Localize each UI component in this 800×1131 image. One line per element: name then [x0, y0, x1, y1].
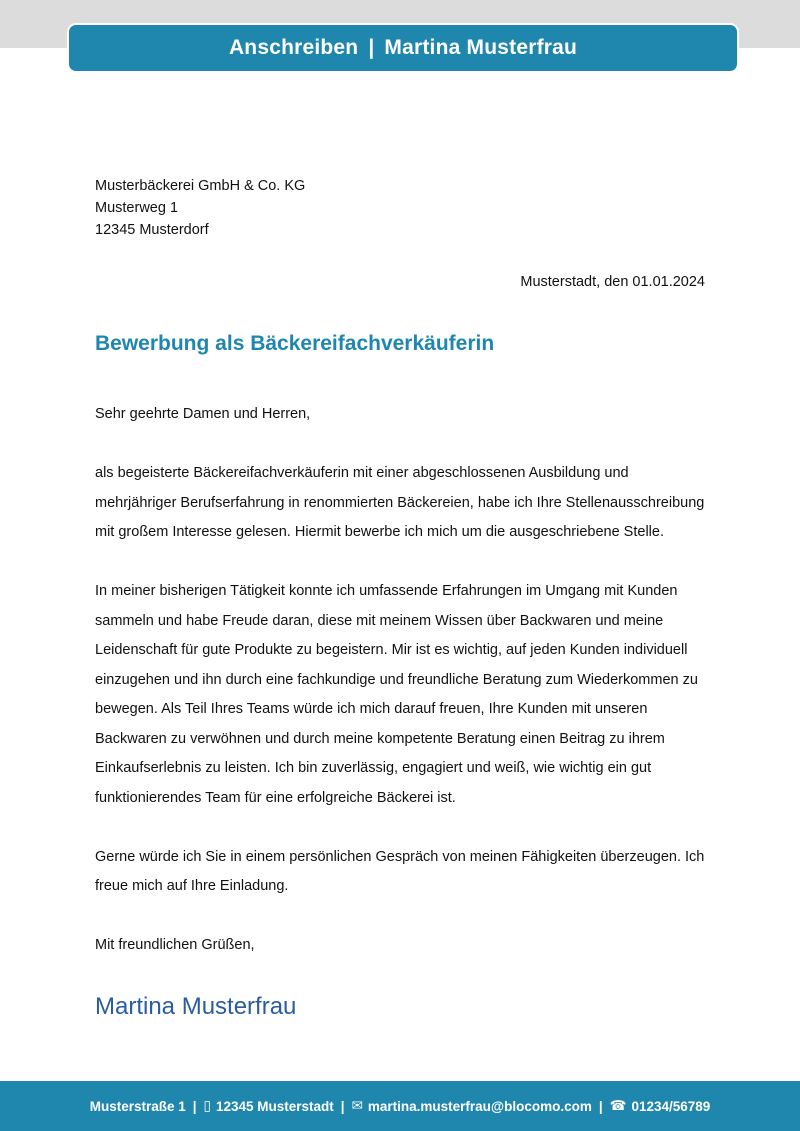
header-name: Martina Musterfrau [384, 36, 578, 59]
date-line: Musterstadt, den 01.01.2024 [520, 274, 705, 290]
envelope-icon: ✉ [351, 1098, 363, 1113]
footer-email[interactable]: martina.musterfrau@blocomo.com [367, 1098, 592, 1114]
footer-separator: | [598, 1098, 603, 1114]
footer-phone[interactable]: 01234/56789 [631, 1098, 711, 1114]
closing: Mit freundlichen Grüßen, [95, 937, 255, 953]
header-separator: | [368, 36, 375, 59]
footer-bar [0, 1081, 800, 1131]
header-doc-type: Anschreiben [228, 36, 359, 59]
footer-separator: | [192, 1098, 197, 1114]
signature: Martina Musterfrau [95, 993, 297, 1020]
paragraph-2: In meiner bisherigen Tätigkeit konnte ich umfassende Erfahrungen im Umgang mit Kunden sammeln und habe Freude daran, diese mit meinem Wissen über Backwaren und meine Leidenschaft für gute Produkte zu begeistern. Mir ist es wichtig, auf jeden Kunden individuell einzugehen und ihn durch eine fachkundige und freundliche Beratung zum Wiederkommen zu bewegen. Als Teil Ihres Teams würde ich mich darauf freuen, Ihre Kunden mit unseren Backwaren zu verwöhnen und durch meine kompetente Beratung einen Beitrag zu ihrem Einkaufserlebnis zu leisten. Ich bin zuverlässig, engagiert und weiß, wie wichtig ein gut funktionierendes Team für eine erfolgreiche Bäckerei ist. [95, 583, 698, 806]
header-bar [67, 23, 739, 73]
recipient-city: 12345 Musterdorf [95, 222, 209, 238]
paragraph-1: als begeisterte Bäckereifachverkäuferin mit einer abgeschlossenen Ausbildung und mehrjähriger Berufserfahrung in renommierten Bäckereien, habe ich Ihre Stellenausschreibung mit großem Interesse gelesen. Hiermit bewerbe ich mich um die ausgeschriebene Stelle. [95, 465, 705, 540]
location-icon: ▯ [203, 1098, 211, 1113]
subject-heading: Bewerbung als Bäckereifachverkäuferin [95, 332, 495, 355]
footer-separator: | [340, 1098, 345, 1114]
letter-body [95, 400, 710, 990]
recipient-street: Musterweg 1 [95, 200, 179, 216]
paragraph-3: Gerne würde ich Sie in einem persönlichen Gespräch von meinen Fähigkeiten überzeugen. Ich freue mich auf Ihre Einladung. [95, 848, 705, 894]
salutation: Sehr geehrte Damen und Herren, [95, 406, 311, 422]
footer-city: 12345 Musterstadt [215, 1098, 334, 1114]
recipient-company: Musterbäckerei GmbH & Co. KG [95, 178, 306, 194]
footer-street: Musterstraße 1 [89, 1098, 186, 1114]
phone-icon: ☎ [609, 1098, 627, 1113]
recipient-address [95, 175, 305, 241]
